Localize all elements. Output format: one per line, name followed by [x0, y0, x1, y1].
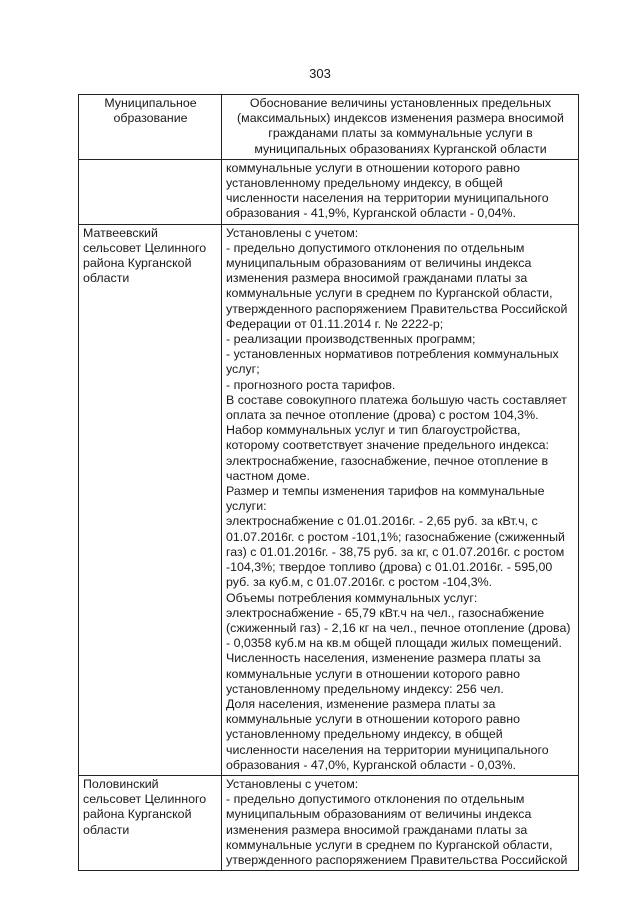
municipality-line: района Курганской [83, 256, 192, 271]
municipality-cell [79, 775, 222, 870]
justification-line: изменения размера вносимой гражданами платы за [226, 822, 528, 837]
table-row [79, 775, 579, 870]
municipality-cell [79, 224, 222, 775]
justification-line: (сжиженный газ) - 2,16 кг на чел., печное отопление (дрова) [226, 620, 571, 635]
justification-line: Доля населения, изменение размера платы за [226, 696, 496, 711]
justification-line: частном доме. [226, 468, 310, 483]
justification-line: Объемы потребления коммунальных услуг: [226, 590, 478, 605]
justification-line: изменения размера вносимой гражданами платы за [226, 271, 528, 286]
justification-line: утвержденного распоряжением Правительства Российской [226, 301, 568, 316]
justification-line: газ) с 01.01.2016г. - 38,75 руб. за кг, с 01.07.2016г. с ростом [226, 544, 565, 559]
justification-line: установленному предельному индексу, в общей [226, 176, 503, 191]
justification-line: Численность населения, изменение размера платы за [226, 651, 541, 666]
justification-cell [222, 775, 579, 870]
justification-line: муниципальным образованиям от величины индекса [226, 807, 532, 822]
justification-line: численности населения на территории муниципального [226, 191, 549, 206]
justification-line: муниципальным образованиям от величины индекса [226, 256, 532, 271]
justification-line: - 0,0358 куб.м на кв.м общей площади жилых помещений. [226, 636, 562, 651]
municipality-line: Половинский [83, 776, 159, 791]
justification-line: - установленных нормативов потребления коммунальных [226, 347, 559, 362]
table-row [79, 159, 579, 224]
justification-line: коммунальные услуги в отношении которого равно [226, 712, 520, 727]
justification-line: услуги: [226, 499, 267, 514]
municipality-line: сельсовет Целинного [83, 240, 207, 255]
municipality-line: области [83, 822, 130, 837]
municipality-cell [79, 159, 222, 224]
justification-line: которому соответствует значение предельного индекса: [226, 438, 549, 453]
justification-line: установленному предельному индексу: 256 чел. [226, 681, 504, 696]
justification-line: коммунальные услуги в отношении которого равно [226, 666, 520, 681]
justification-line: услуг; [226, 362, 260, 377]
municipality-line: области [83, 271, 130, 286]
page-number: 303 [309, 66, 331, 81]
municipality-line: сельсовет Целинного [83, 792, 207, 807]
table-header-row [79, 95, 579, 160]
justification-line: Набор коммунальных услуг и тип благоустройства, [226, 423, 521, 438]
justification-line: образования - 41,9%, Курганской области - 0,04%. [226, 206, 516, 221]
justification-table [78, 94, 579, 871]
header-justification: Обоснование величины установленных предельных (максимальных) индексов изменения размера вносимой гражданами платы за коммунальные услуги в муниципальных образованиях Курганской области [222, 95, 579, 160]
justification-line: коммунальные услуги в среднем по Курганской области, [226, 837, 553, 852]
justification-line: электроснабжение - 65,79 кВт.ч на чел., газоснабжение [226, 605, 545, 620]
justification-line: Федерации от 01.11.2014 г. № 2222-р; [226, 316, 444, 331]
header-municipality: Муниципальное образование [79, 95, 222, 160]
justification-line: - предельно допустимого отклонения по отдельным [226, 240, 525, 255]
table-row [79, 224, 579, 775]
justification-line: электроснабжение, газоснабжение, печное отопление в [226, 453, 549, 468]
justification-line: утвержденного распоряжением Правительства Российской [226, 852, 568, 867]
justification-cell [222, 159, 579, 224]
justification-line: - реализации производственных программ; [226, 332, 476, 347]
justification-line: - прогнозного роста тарифов. [226, 377, 396, 392]
justification-line: - предельно допустимого отклонения по отдельным [226, 792, 525, 807]
justification-line: оплата за печное отопление (дрова) с ростом 104,3%. [226, 408, 539, 423]
justification-line: -104,3%; твердое топливо (дрова) с 01.01.2016г. - 595,00 [226, 560, 553, 575]
justification-line: Установлены с учетом: [226, 776, 359, 791]
justification-line: 01.07.2016г. с ростом -101,1%; газоснабжение (сжиженный [226, 529, 565, 544]
justification-line: руб. за куб.м, с 01.07.2016г. с ростом -104,3%. [226, 575, 493, 590]
justification-line: образования - 47,0%, Курганской области - 0,03%. [226, 757, 516, 772]
justification-line: электроснабжение с 01.01.2016г. - 2,65 руб. за кВт.ч, с [226, 514, 538, 529]
justification-line: численности населения на территории муниципального [226, 742, 549, 757]
justification-line: коммунальные услуги в среднем по Курганской области, [226, 286, 553, 301]
justification-line: В составе совокупного платежа большую часть составляет [226, 392, 567, 407]
municipality-line: района Курганской [83, 807, 192, 822]
justification-line: Установлены с учетом: [226, 225, 359, 240]
justification-line: Размер и темпы изменения тарифов на коммунальные [226, 484, 545, 499]
municipality-line: Матвеевский [83, 225, 158, 240]
justification-line: коммунальные услуги в отношении которого равно [226, 160, 520, 175]
justification-line: установленному предельному индексу, в общей [226, 727, 503, 742]
justification-cell [222, 224, 579, 775]
